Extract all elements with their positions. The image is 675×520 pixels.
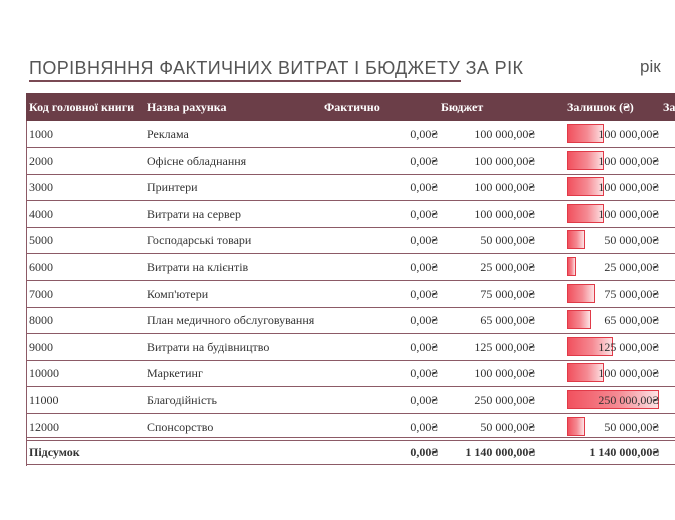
table-row[interactable] (26, 334, 675, 361)
cell-remaining[interactable]: 125 000,00₴ (598, 339, 659, 354)
cell-budget[interactable]: 125 000,00₴ (474, 339, 535, 354)
cell-code[interactable]: 11000 (29, 393, 59, 407)
remaining-data-bar (567, 257, 576, 276)
cell-budget[interactable]: 250 000,00₴ (474, 393, 535, 407)
cell-code[interactable]: 2000 (29, 153, 53, 168)
cell-remaining[interactable]: 100 000,00₴ (598, 206, 659, 221)
cell-budget[interactable]: 65 000,00₴ (480, 313, 535, 328)
cell-account[interactable]: Витрати на клієнтів (147, 260, 249, 274)
table-row[interactable] (26, 174, 675, 201)
page-title: ПОРІВНЯННЯ ФАКТИЧНИХ ВИТРАТ І БЮДЖЕТУ ЗА РІК (29, 58, 524, 78)
table-row[interactable] (26, 201, 675, 228)
cell-account[interactable]: Реклама (147, 127, 189, 141)
cell-remaining[interactable]: 25 000,00₴ (604, 260, 659, 274)
table-row[interactable] (26, 121, 675, 148)
cell-account[interactable]: Господарські товари (147, 233, 252, 248)
cell-budget[interactable]: 50 000,00₴ (480, 233, 535, 248)
table-header-row (26, 93, 675, 121)
header-budget[interactable]: Бюджет (441, 100, 484, 114)
cell-remaining[interactable]: 100 000,00₴ (598, 127, 659, 141)
header-account[interactable]: Назва рахунка (147, 100, 227, 114)
cell-account[interactable]: Принтери (147, 180, 198, 195)
header-code[interactable]: Код головної книги (29, 100, 135, 114)
remaining-data-bar (567, 310, 591, 329)
table-row[interactable] (26, 360, 675, 387)
cell-code[interactable]: 5000 (29, 233, 53, 248)
cell-account[interactable]: Спонсорство (147, 419, 214, 434)
header-remaining-pct[interactable]: За (663, 100, 675, 114)
cell-account[interactable]: Офісне обладнання (147, 153, 247, 168)
cell-remaining[interactable]: 250 000,00₴ (598, 393, 659, 407)
cell-code[interactable]: 9000 (29, 339, 53, 354)
cell-remaining[interactable]: 50 000,00₴ (604, 419, 659, 434)
cell-actual[interactable]: 0,00₴ (410, 286, 438, 301)
cell-code[interactable]: 1000 (29, 127, 53, 141)
table-row[interactable] (26, 281, 675, 308)
table-row[interactable] (26, 227, 675, 254)
cell-remaining[interactable]: 100 000,00₴ (598, 366, 659, 381)
total-budget: 1 140 000,00₴ (465, 445, 535, 459)
budget-table (26, 93, 675, 466)
cell-account[interactable]: Маркетинг (147, 366, 203, 381)
cell-remaining[interactable]: 65 000,00₴ (604, 313, 659, 328)
cell-remaining[interactable]: 100 000,00₴ (598, 153, 659, 168)
cell-actual[interactable]: 0,00₴ (410, 419, 438, 434)
total-actual: 0,00₴ (410, 445, 438, 459)
cell-budget[interactable]: 25 000,00₴ (480, 260, 535, 274)
cell-actual[interactable]: 0,00₴ (410, 233, 438, 248)
cell-account[interactable]: Витрати на сервер (147, 206, 241, 221)
cell-budget[interactable]: 100 000,00₴ (474, 127, 535, 141)
total-remaining: 1 140 000,00₴ (589, 445, 659, 459)
cell-actual[interactable]: 0,00₴ (410, 393, 438, 407)
cell-remaining[interactable]: 100 000,00₴ (598, 180, 659, 195)
cell-budget[interactable]: 50 000,00₴ (480, 419, 535, 434)
cell-actual[interactable]: 0,00₴ (410, 339, 438, 354)
cell-account[interactable]: Комп'ютери (147, 286, 209, 301)
table-row[interactable] (26, 254, 675, 281)
remaining-data-bar (567, 417, 585, 436)
table-row[interactable] (26, 387, 675, 414)
remaining-data-bar (567, 284, 595, 303)
cell-code[interactable]: 8000 (29, 313, 53, 328)
cell-remaining[interactable]: 50 000,00₴ (604, 233, 659, 248)
total-label: Підсумок (29, 445, 80, 459)
header-remaining[interactable]: Залишок (₴) (567, 100, 634, 114)
cell-actual[interactable]: 0,00₴ (410, 206, 438, 221)
cell-budget[interactable]: 75 000,00₴ (480, 286, 535, 301)
cell-actual[interactable]: 0,00₴ (410, 260, 438, 274)
table-left-border (26, 121, 27, 466)
cell-code[interactable]: 3000 (29, 180, 53, 195)
cell-actual[interactable]: 0,00₴ (410, 313, 438, 328)
cell-code[interactable]: 12000 (29, 419, 59, 434)
cell-actual[interactable]: 0,00₴ (410, 153, 438, 168)
cell-budget[interactable]: 100 000,00₴ (474, 153, 535, 168)
cell-budget[interactable]: 100 000,00₴ (474, 366, 535, 381)
cell-actual[interactable]: 0,00₴ (410, 366, 438, 381)
cell-code[interactable]: 6000 (29, 260, 53, 274)
cell-budget[interactable]: 100 000,00₴ (474, 206, 535, 221)
cell-actual[interactable]: 0,00₴ (410, 127, 438, 141)
cell-code[interactable]: 4000 (29, 206, 53, 221)
table-row[interactable] (26, 148, 675, 175)
remaining-data-bar (567, 230, 585, 249)
total-row[interactable] (26, 437, 675, 465)
header-actual[interactable]: Фактично (324, 100, 380, 114)
cell-actual[interactable]: 0,00₴ (410, 180, 438, 195)
cell-budget[interactable]: 100 000,00₴ (474, 180, 535, 195)
cell-remaining[interactable]: 75 000,00₴ (604, 286, 659, 301)
cell-code[interactable]: 10000 (29, 366, 59, 381)
title-divider (29, 80, 461, 82)
year-label[interactable]: рік (640, 57, 661, 76)
table-row[interactable] (26, 307, 675, 334)
cell-code[interactable]: 7000 (29, 286, 53, 301)
cell-account[interactable]: Витрати на будівництво (147, 339, 270, 354)
cell-account[interactable]: Благодійність (147, 393, 217, 407)
cell-account[interactable]: План медичного обслуговування (147, 313, 315, 328)
